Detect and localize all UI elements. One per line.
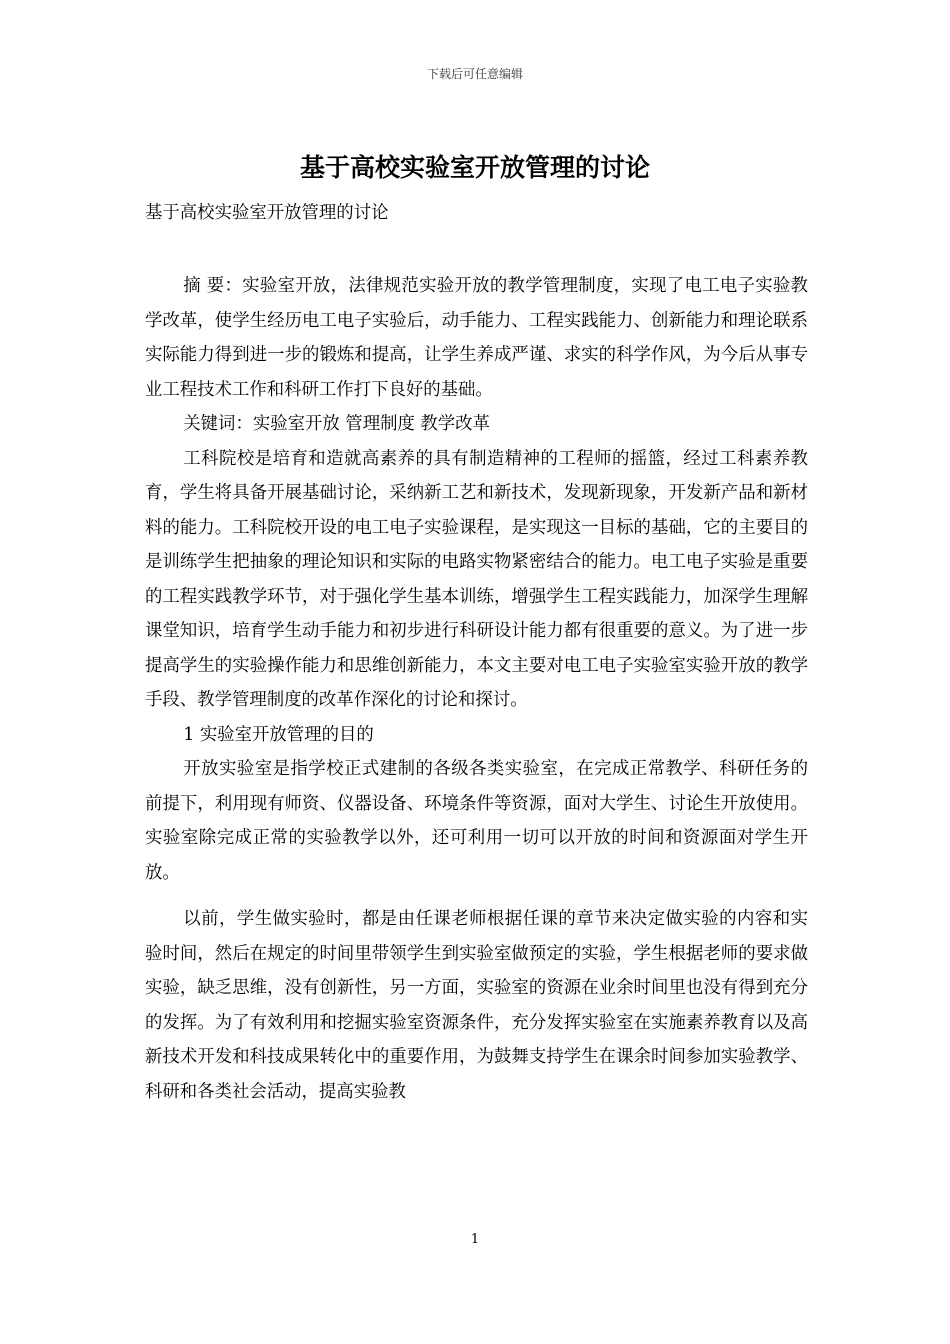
document-body [145,269,808,1109]
header-note: 下载后可任意编辑 [426,67,523,81]
section-heading-1: 1 实验室开放管理的目的 [183,724,374,745]
body-paragraph-1: 工科院校是培育和造就高素养的具有制造精神的工程师的摇篮，经过工科素养教育，学生将具备开展基础讨论，采纳新工艺和新技术，发现新现象，开发新产品和新材料的能力。工科院校开设的电工电子实验课程，是实现这一目标的基础，它的主要目的是训练学生把抽象的理论知识和实际的电路实物紧密结合的能力。电工电子实验是重要的工程实践教学环节，对于强化学生基本训练，增强学生工程实践能力，加深学生理解课堂知识，培育学生动手能力和初步进行科研设计能力都有很重要的意义。为了进一步提高学生的实验操作能力和思维创新能力，本文主要对电工电子实验室实验开放的教学手段、教学管理制度的改革作深化的讨论和探讨。 [145,448,808,710]
keywords-line: 关键词：实验室开放 管理制度 教学改革 [183,414,490,434]
body-paragraph-2: 开放实验室是指学校正式建制的各级各类实验室，在完成正常教学、科研任务的前提下，利用现有师资、仪器设备、环境条件等资源，面对大学生、讨论生开放使用。实验室除完成正常的实验教学以外，还可利用一切可以开放的时间和资源面对学生开放。 [145,759,808,883]
document-subtitle: 基于高校实验室开放管理的讨论 [145,203,389,223]
body-paragraph-3: 以前，学生做实验时，都是由任课老师根据任课的章节来决定做实验的内容和实验时间，然后在规定的时间里带领学生到实验室做预定的实验，学生根据老师的要求做实验，缺乏思维，没有创新性，另一方面，实验室的资源在业余时间里也没有得到充分的发挥。为了有效利用和挖掘实验室资源条件，充分发挥实验室在实施素养教育以及高新技术开发和科技成果转化中的重要作用，为鼓舞支持学生在课余时间参加实验教学、科研和各类社会活动，提高实验教 [145,909,808,1102]
document-title: 基于高校实验室开放管理的讨论 [299,153,650,182]
page-number: 1 [470,1232,480,1247]
abstract-paragraph: 摘 要：实验室开放，法律规范实验开放的教学管理制度，实现了电工电子实验教学改革，使学生经历电工电子实验后，动手能力、工程实践能力、创新能力和理论联系实际能力得到进一步的锻炼和提高，让学生养成严谨、求实的科学作风，为今后从事专业工程技术工作和科研工作打下良好的基础。 [145,276,808,400]
